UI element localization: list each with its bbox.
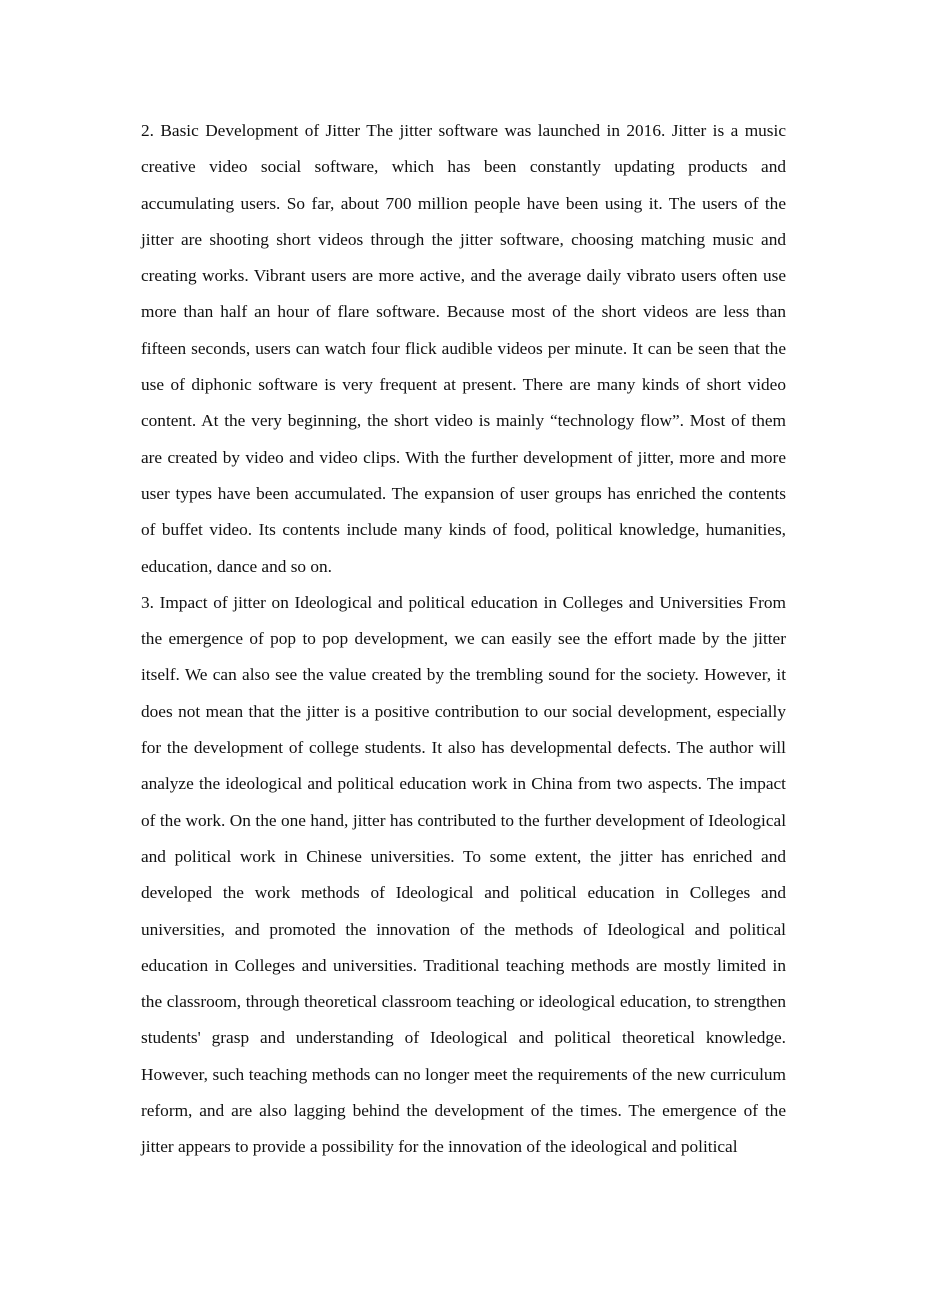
document-body	[141, 113, 786, 1166]
paragraph-impact-of-jitter: 3. Impact of jitter on Ideological and political education in Colleges and Universities From the emergence of pop to pop development, we can easily see the effort made by the jitter itself. We can also see the value created by the trembling sound for the society. However, it does not mean that the jitter is a positive contribution to our social development, especially for the development of college students. It also has developmental defects. The author will analyze the ideological and political education work in China from two aspects. The impact of the work. On the one hand, jitter has contributed to the further development of Ideological and political work in Chinese universities. To some extent, the jitter has enriched and developed the work methods of Ideological and political education in Colleges and universities, and promoted the innovation of the methods of Ideological and political education in Colleges and universities. Traditional teaching methods are mostly limited in the classroom, through theoretical classroom teaching or ideological education, to strengthen students' grasp and understanding of Ideological and political theoretical knowledge. However, such teaching methods can no longer meet the requirements of the new curriculum reform, and are also lagging behind the development of the times. The emergence of the jitter appears to provide a possibility for the innovation of the ideological and political	[141, 592, 786, 1157]
paragraph-basic-development: 2. Basic Development of Jitter The jitter software was launched in 2016. Jitter is a music creative video social software, which has been constantly updating products and accumulating users. So far, about 700 million people have been using it. The users of the jitter are shooting short videos through the jitter software, choosing matching music and creating works. Vibrant users are more active, and the average daily vibrato users often use more than half an hour of flare software. Because most of the short videos are less than fifteen seconds, users can watch four flick audible videos per minute. It can be seen that the use of diphonic software is very frequent at present. There are many kinds of short video content. At the very beginning, the short video is mainly “technology flow”. Most of them are created by video and video clips. With the further development of jitter, more and more user types have been accumulated. The expansion of user groups has enriched the contents of buffet video. Its contents include many kinds of food, political knowledge, humanities, education, dance and so on.	[141, 121, 786, 576]
